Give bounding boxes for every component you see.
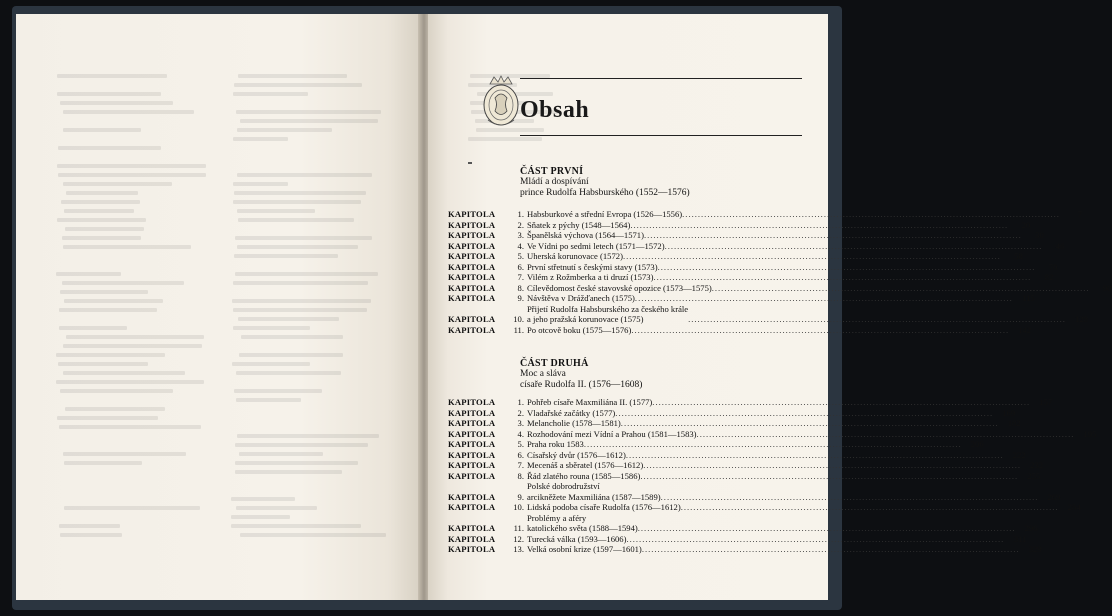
- chapter-title-text: Mecenáš a sběratel (1576—1612): [527, 460, 644, 470]
- bleed-line: [56, 353, 165, 357]
- bleed-line: [57, 74, 167, 78]
- bleed-line: [235, 470, 342, 474]
- chapter-title: [527, 262, 1035, 273]
- bleed-line: [59, 524, 120, 528]
- chapter-title-text: Uherská korunovace (1572): [527, 251, 623, 261]
- chapter-number: 8.: [517, 470, 524, 481]
- chapter-title-text: Sňatek z pýchy (1548—1564): [527, 219, 631, 230]
- bleed-line: [63, 245, 192, 249]
- bleed-line: [64, 461, 142, 465]
- dot-leader: ........................................................................................................................: [620, 418, 999, 428]
- chapter-title: [527, 513, 1016, 534]
- toc-row: [448, 502, 1081, 513]
- dot-leader: ........................................................................................................................: [653, 272, 1032, 282]
- chapter-title: [527, 220, 1008, 231]
- chapter-page-number: 20: [1021, 219, 1031, 230]
- toc-row: [448, 209, 1082, 220]
- bleed-line: [241, 335, 343, 339]
- chapter-label: KAPITOLA: [448, 209, 496, 219]
- dot-leader: ........................................................................................................................: [680, 502, 1059, 512]
- chapter-title-text: Španělská výchova (1564—1571): [527, 230, 644, 240]
- chapter-title-line: arcikněžete Maxmiliána (1587—1589): [527, 491, 661, 502]
- chapter-title-text: Praha roku 1583: [527, 439, 584, 449]
- title-rule: [520, 135, 802, 136]
- toc-row: [448, 533, 1027, 545]
- chapter-title: [527, 544, 1020, 555]
- bleed-line: [62, 281, 183, 285]
- chapter-number: 1.: [517, 209, 524, 219]
- chapter-number: 6.: [517, 449, 524, 460]
- part-one-heading: ČÁST PRVNÍ: [520, 166, 584, 177]
- bleed-line: [60, 290, 147, 294]
- dot-leader: ........................................................................................................................: [696, 428, 1075, 439]
- chapter-title: [527, 241, 1042, 252]
- chapter-page-number: 296: [1024, 523, 1038, 533]
- toc-row: [448, 460, 1044, 471]
- bleed-line: [66, 335, 204, 339]
- bleed-line: [63, 452, 186, 456]
- bleed-line: [237, 434, 379, 438]
- toc-row: [448, 428, 1097, 440]
- toc-row: [448, 230, 1044, 241]
- dot-leader: ........................................................................................................................: [682, 209, 1060, 219]
- chapter-title-text: Rozhodování mezi Vídní a Prahou (1581—1583): [527, 428, 697, 439]
- chapter-title-text: Vilém z Rožmberka a ti druzí (1573): [527, 272, 654, 282]
- toc-row: [448, 397, 1053, 408]
- bleed-line: [59, 425, 201, 429]
- chapter-title: [527, 502, 1059, 513]
- toc-row: [448, 251, 1023, 262]
- part-two-heading: ČÁST DRUHÁ: [520, 358, 589, 369]
- dot-leader: ........................................................................................................................: [643, 230, 1022, 240]
- chapter-title-text: Řád zlatého rouna (1585—1586): [527, 470, 641, 481]
- chapter-title-text: Ve Vídni po sedmi letech (1571—1572): [527, 240, 665, 251]
- bleed-line: [231, 515, 290, 519]
- bleed-line: [61, 200, 139, 204]
- toc-row: [448, 282, 1112, 294]
- toc-row: [448, 544, 1042, 555]
- chapter-label: KAPITOLA: [448, 449, 496, 460]
- bleed-line: [58, 173, 206, 177]
- chapter-title: [527, 439, 962, 450]
- chapter-page-number: 98: [1102, 282, 1112, 293]
- bleed-line: [64, 299, 162, 303]
- bleed-line: [231, 497, 294, 501]
- dot-leader: ........................................................................................................................: [660, 491, 1039, 502]
- bleed-line: [236, 506, 316, 510]
- bleed-line: [60, 101, 173, 105]
- chapter-label: KAPITOLA: [448, 230, 496, 240]
- chapter-title-line: Problémy a aféry: [527, 512, 587, 523]
- bleed-line: [65, 407, 165, 411]
- chapter-title-text: Lidská podoba císaře Rudolfa (1576—1612): [527, 502, 681, 512]
- dot-leader: ........................................................................................................................: [652, 397, 1031, 407]
- chapter-page-number: 82: [1044, 272, 1054, 282]
- chapter-number: 4.: [517, 428, 524, 439]
- dot-leader: ........................................................................................................................: [637, 523, 1016, 533]
- toc-row: [448, 449, 1026, 461]
- chapter-page-number: 128: [1075, 314, 1088, 324]
- part-one-subtitle-2: prince Rudolfa Habsburského (1552—1576): [520, 188, 690, 198]
- bleed-line: [238, 74, 347, 78]
- bleed-line: [235, 443, 368, 447]
- chapter-number: 10.: [513, 502, 524, 512]
- toc-row: [448, 261, 1058, 273]
- bleed-line: [237, 128, 332, 132]
- dot-leader: ........................................................................................................................: [630, 219, 1009, 230]
- chapter-number: 11.: [513, 324, 524, 335]
- toc-row: [448, 512, 1038, 534]
- chapter-title-line: a jeho pražská korunovace (1575): [527, 314, 644, 324]
- bleed-through-text: [16, 14, 420, 600]
- chapter-title: [527, 418, 999, 429]
- part-two-header: [520, 358, 642, 391]
- chapter-page-number: 269: [1047, 491, 1061, 502]
- chapter-title: [527, 272, 1031, 283]
- chapter-title-text: Cílevědomost české stavovské opozice (1573—1575): [527, 282, 712, 293]
- chapter-page-number: 329: [1028, 544, 1042, 554]
- bleed-line: [236, 371, 341, 375]
- chapter-page-number: 70: [1048, 261, 1058, 272]
- bleed-line: [60, 389, 172, 393]
- chapter-title-text: První střetnutí s českými stavy (1573): [527, 261, 658, 272]
- bleed-line: [66, 191, 138, 195]
- chapter-number: 13.: [513, 544, 524, 554]
- chapter-title: [527, 408, 993, 419]
- chapter-title-line: Přijetí Rudolfa Habsburského za českého krále: [527, 303, 689, 314]
- toc-row: [448, 240, 1065, 252]
- chapter-label: KAPITOLA: [448, 439, 496, 449]
- chapter-label: KAPITOLA: [448, 418, 496, 428]
- chapter-number: 2.: [517, 219, 524, 230]
- part-one-subtitle-1: Mládí a dospívání: [520, 177, 589, 187]
- dot-leader: ........................................................................................................................: [664, 240, 1043, 251]
- chapter-page-number: 195: [1083, 428, 1097, 439]
- chapter-title-text: Vladařské začátky (1577): [527, 407, 616, 418]
- chapter-label: KAPITOLA: [448, 324, 496, 335]
- chapter-title: [527, 325, 1009, 336]
- contents-title: Obsah: [520, 97, 590, 123]
- chapter-title-line: Polské dobrodružství: [527, 481, 600, 491]
- part-one-header: [520, 166, 690, 199]
- bleed-line: [233, 182, 288, 186]
- chapter-title: [527, 534, 1004, 545]
- chapter-title-text: Melancholie (1578—1581): [527, 418, 621, 428]
- chapter-title-text: Turecká válka (1593—1606): [527, 533, 627, 544]
- toc-row: [448, 272, 1054, 283]
- bleed-line: [233, 200, 361, 204]
- bleed-line: [236, 110, 380, 114]
- chapter-number: 11.: [513, 523, 524, 533]
- chapter-title: [527, 304, 1066, 325]
- chapter-title-line: katolického světa (1588—1594): [527, 523, 638, 533]
- bleed-line: [235, 272, 378, 276]
- bleed-line: [468, 137, 542, 141]
- chapter-page-number: 169: [1002, 407, 1016, 418]
- bleed-line: [57, 416, 158, 420]
- chapter-number: 3.: [517, 230, 524, 240]
- chapter-title: [527, 481, 1038, 502]
- chapter-number: 3.: [517, 418, 524, 428]
- dot-leader: ........................................................................................................................: [641, 544, 1020, 554]
- chapter-number: 5.: [517, 439, 524, 449]
- chapter-title-text: Císařský dvůr (1576—1612): [527, 449, 626, 460]
- bleed-line: [56, 380, 204, 384]
- dot-leader: ........................................................................................................................: [711, 282, 1090, 293]
- bleed-line: [63, 344, 202, 348]
- bleed-line: [236, 398, 301, 402]
- chapter-number: 9.: [517, 293, 524, 303]
- dot-leader: ........................................................................................................................: [615, 407, 994, 418]
- chapter-title: [527, 471, 1018, 482]
- bleed-line: [58, 362, 148, 366]
- chapter-title: [527, 230, 1022, 241]
- chapter-label: KAPITOLA: [448, 502, 496, 512]
- dot-leader: ........................................................................................................................: [622, 251, 1001, 261]
- bleed-line: [240, 533, 386, 537]
- chapter-title-text: Po otcově boku (1575—1576): [527, 324, 632, 335]
- bleed-line: [63, 371, 185, 375]
- chapter-label: KAPITOLA: [448, 293, 496, 303]
- toc-row: [448, 324, 1032, 336]
- chapter-number: 7.: [517, 460, 524, 470]
- bleed-line: [63, 182, 172, 186]
- bleed-line: [65, 227, 144, 231]
- chapter-number: 5.: [517, 251, 524, 261]
- chapter-page-number: 157: [1039, 397, 1053, 407]
- chapter-label: KAPITOLA: [448, 523, 496, 533]
- chapter-page-number: 182: [1007, 418, 1021, 428]
- bleed-line: [57, 218, 147, 222]
- bleed-line: [58, 146, 161, 150]
- chapter-title-text: Pohřeb císaře Maxmiliána II. (1577): [527, 397, 653, 407]
- chapter-page-number: 46: [1055, 240, 1065, 251]
- chapter-page-number: 232: [1030, 460, 1044, 470]
- chapter-title-text: Velká osobní krize (1597—1601): [527, 544, 642, 554]
- bleed-line: [233, 137, 287, 141]
- bleed-line: [239, 452, 322, 456]
- chapter-page-number: 284: [1067, 502, 1081, 512]
- chapter-label: KAPITOLA: [448, 261, 496, 272]
- chapter-number: 6.: [517, 261, 524, 272]
- dot-leader: ........................................................................................................................: [640, 470, 1019, 481]
- bleed-line: [233, 308, 367, 312]
- chapter-page-number: 206: [970, 439, 984, 449]
- margin-mark: [468, 162, 472, 164]
- bleed-line: [234, 254, 337, 258]
- top-rule: [520, 78, 802, 79]
- chapter-title-lines: [527, 513, 638, 534]
- chapter-label: KAPITOLA: [448, 314, 496, 324]
- chapter-title: [527, 293, 1013, 304]
- bleed-line: [237, 173, 372, 177]
- chapter-title: [527, 460, 1021, 471]
- bleed-line: [237, 209, 315, 213]
- chapter-page-number: 255: [1027, 470, 1041, 481]
- toc-row: [448, 481, 1061, 502]
- bleed-line: [231, 524, 361, 528]
- toc-row: [448, 293, 1035, 304]
- dot-leader: ........................................................................................................................: [625, 449, 1004, 460]
- bleed-line: [232, 362, 310, 366]
- bleed-line: [56, 272, 121, 276]
- chapter-title-lines: [527, 481, 661, 502]
- bleed-line: [240, 119, 378, 123]
- part-two-chapter-list: [448, 397, 1097, 555]
- bleed-line: [232, 299, 371, 303]
- chapter-label: KAPITOLA: [448, 219, 496, 230]
- chapter-number: 10.: [513, 314, 524, 324]
- dot-leader: ........................................................................................................................: [634, 293, 1013, 303]
- part-two-subtitle-1: Moc a sláva: [520, 369, 566, 379]
- bleed-line: [234, 389, 322, 393]
- dot-leader: ........................................................................................................................: [688, 314, 1066, 324]
- chapter-number: 8.: [517, 282, 524, 293]
- dot-leader: ........................................................................................................................: [626, 533, 1005, 544]
- bleed-line: [234, 83, 362, 87]
- chapter-number: 7.: [517, 272, 524, 282]
- chapter-title-text: Návštěva v Drážďanech (1575): [527, 293, 635, 303]
- dot-leader: ........................................................................................................................: [657, 261, 1036, 272]
- chapter-page-number: 58: [1014, 251, 1023, 261]
- bleed-line: [238, 317, 338, 321]
- toc-row: [448, 470, 1041, 482]
- chapter-title: [527, 251, 1001, 262]
- chapter-label: KAPITOLA: [448, 397, 496, 407]
- right-page: [428, 14, 1112, 600]
- bleed-line: [238, 218, 354, 222]
- chapter-number: 2.: [517, 407, 524, 418]
- bleed-line: [237, 245, 357, 249]
- chapter-label: KAPITOLA: [448, 272, 496, 282]
- left-page: [16, 14, 420, 600]
- bleed-line: [64, 209, 135, 213]
- bleed-line: [63, 128, 142, 132]
- chapter-page-number: 30: [1035, 230, 1044, 240]
- bleed-line: [60, 533, 122, 537]
- chapter-number: 12.: [513, 533, 524, 544]
- crowned-coat-of-arms-icon: [480, 74, 522, 132]
- bleed-line: [57, 92, 162, 96]
- bleed-line: [233, 281, 368, 285]
- chapter-page-number: 7: [1077, 209, 1082, 219]
- bleed-line: [233, 92, 308, 96]
- toc-row: [448, 219, 1031, 231]
- chapter-label: KAPITOLA: [448, 491, 496, 502]
- chapter-label: KAPITOLA: [448, 533, 496, 544]
- chapter-label: KAPITOLA: [448, 240, 496, 251]
- bleed-line: [59, 326, 128, 330]
- chapter-number: 9.: [517, 491, 524, 502]
- bleed-line: [64, 506, 200, 510]
- toc-row: [448, 439, 984, 450]
- chapter-number: 4.: [517, 240, 524, 251]
- bleed-line: [62, 236, 141, 240]
- chapter-title-lines: [527, 304, 688, 325]
- bleed-line: [234, 191, 367, 195]
- chapter-title: [527, 283, 1090, 294]
- chapter-page-number: 222: [1012, 449, 1026, 460]
- toc-row: [448, 303, 1088, 325]
- chapter-title: [527, 450, 1004, 461]
- dot-leader: ........................................................................................................................: [631, 324, 1010, 335]
- toc-row: [448, 407, 1016, 419]
- toc-row: [448, 418, 1021, 429]
- chapter-title: [527, 397, 1030, 408]
- dot-leader: ........................................................................................................................: [643, 460, 1022, 470]
- part-two-subtitle-2: císaře Rudolfa II. (1576—1608): [520, 380, 643, 390]
- bleed-line: [59, 308, 157, 312]
- chapter-title-text: Habsburkové a střední Evropa (1526—1556): [527, 209, 683, 219]
- chapter-label: KAPITOLA: [448, 428, 496, 439]
- chapter-label: KAPITOLA: [448, 460, 496, 470]
- chapter-page-number: 115: [1022, 293, 1035, 303]
- bleed-line: [235, 461, 359, 465]
- chapter-page-number: 311: [1013, 533, 1027, 544]
- chapter-title: [527, 209, 1060, 220]
- chapter-label: KAPITOLA: [448, 470, 496, 481]
- dot-leader: ........................................................................................................................: [583, 439, 962, 449]
- bleed-line: [239, 353, 344, 357]
- bleed-line: [63, 110, 194, 114]
- chapter-label: KAPITOLA: [448, 544, 496, 554]
- bleed-line: [235, 236, 372, 240]
- chapter-label: KAPITOLA: [448, 282, 496, 293]
- chapter-number: 1.: [517, 397, 524, 407]
- bleed-line: [57, 164, 206, 168]
- bleed-line: [233, 326, 310, 330]
- part-one-chapter-list: [448, 209, 1112, 335]
- chapter-label: KAPITOLA: [448, 251, 496, 261]
- chapter-title: [527, 429, 1074, 440]
- chapter-page-number: 142: [1018, 324, 1032, 335]
- chapter-label: KAPITOLA: [448, 407, 496, 418]
